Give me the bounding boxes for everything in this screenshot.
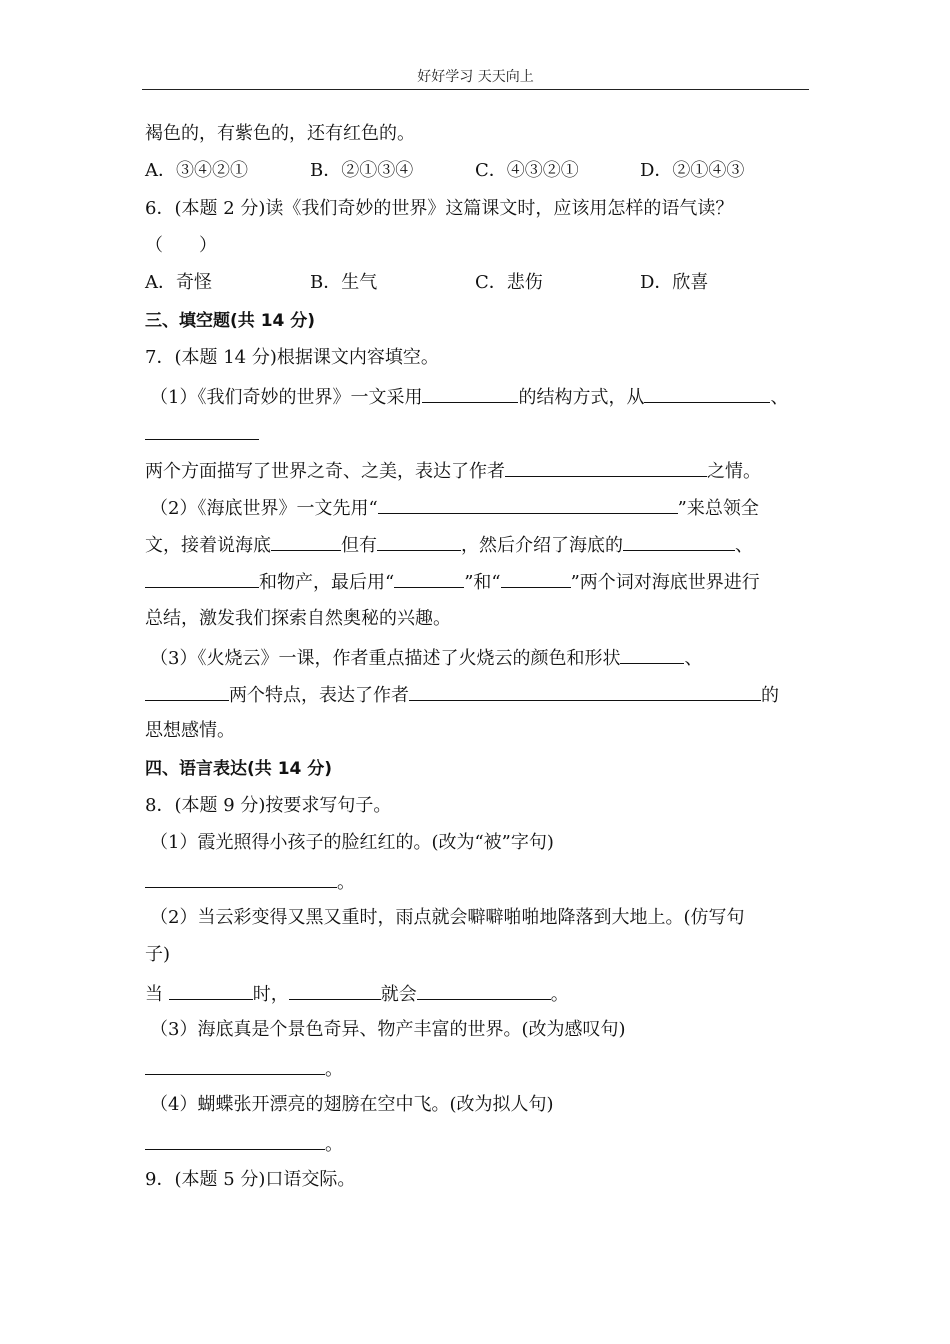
q8-sub3: （3）海底真是个景色奇异、物产丰富的世界。(改为感叹句) (150, 1019, 626, 1040)
q8-sub2-text-b: 时， (252, 984, 289, 1005)
q6-option-b: B．生气 (310, 272, 378, 293)
q9-stem: 9．(本题 5 分)口语交际。 (145, 1169, 356, 1190)
q7-part2-text-f: 、 (735, 535, 753, 556)
q7-blank-seabed-1[interactable] (271, 532, 341, 551)
q7-part2-line3 (145, 569, 760, 595)
q7-part2-line1 (150, 495, 759, 521)
q7-part2-line2 (145, 532, 753, 558)
q8-sub1: （1）霞光照得小孩子的脸红红的。(改为“被”字句) (150, 832, 554, 853)
q5-tail: 褐色的，有紫色的，还有红色的。 (145, 123, 415, 144)
q6-option-a: A．奇怪 (145, 272, 212, 293)
q7-blank-cloud-feature-2[interactable] (145, 682, 229, 701)
q5-option-b: B．②①③④ (310, 160, 414, 181)
q8-blank-2c[interactable] (417, 981, 551, 1000)
q8-sub4-end: 。 (325, 1134, 343, 1155)
q8-sub1-answer (145, 869, 355, 895)
q7-part3-line2 (145, 682, 779, 708)
q7-part2-text-d: 但有 (341, 535, 377, 556)
q7-blank-cloud-feature-1[interactable] (620, 645, 684, 664)
q7-part2-text-g: 和物产，最后用“ (259, 572, 395, 593)
q7-blank-aspect-2[interactable] (145, 421, 259, 440)
q7-blank-seabed-4[interactable] (145, 569, 259, 588)
q7-blank-seabed-2[interactable] (377, 532, 461, 551)
section-3-title: 三、填空题(共 14 分) (145, 311, 316, 331)
q7-part1-line1 (150, 384, 788, 410)
q7-part2-text-a: （2）《海底世界》一文先用“ (150, 498, 378, 519)
q7-part2-text-h: ”和“ (464, 572, 501, 593)
q7-part2-text-e: ，然后介绍了海底的 (461, 535, 623, 556)
q5-option-d: D．②①④③ (640, 160, 745, 181)
q7-blank-word-1[interactable] (394, 569, 464, 588)
q7-part3-line3: 思想感情。 (145, 720, 235, 741)
q7-part1-text-a: （1）《我们奇妙的世界》一文采用 (150, 387, 423, 408)
q7-part1-text-c: 、 (770, 387, 789, 408)
q8-sub2-answer (145, 981, 569, 1007)
q7-part2-text-i: ”两个词对海底世界进行 (570, 572, 760, 593)
q7-part1-line2 (145, 421, 259, 447)
q8-stem: 8．(本题 9 分)按要求写句子。 (145, 795, 392, 816)
q6-option-c: C．悲伤 (475, 272, 543, 293)
q8-blank-2a[interactable] (169, 981, 253, 1000)
q6-stem: 6．(本题 2 分)读《我们奇妙的世界》这篇课文时，应该用怎样的语气读？ (145, 198, 734, 219)
q8-sub2-end: 。 (550, 984, 569, 1005)
q8-blank-3[interactable] (145, 1056, 325, 1075)
q7-part3-line1 (150, 645, 702, 671)
q8-sub1-end: 。 (337, 872, 355, 893)
q8-sub3-answer (145, 1056, 343, 1082)
q7-part3-text-a: （3）《火烧云》一课，作者重点描述了火烧云的颜色和形状 (150, 648, 621, 669)
q8-blank-2b[interactable] (289, 981, 381, 1000)
q8-sub2-line1: （2）当云彩变得又黑又重时，雨点就会噼噼啪啪地降落到大地上。(仿写句 (150, 907, 745, 928)
q8-sub4: （4）蝴蝶张开漂亮的翅膀在空中飞。(改为拟人句) (150, 1094, 554, 1115)
header-divider (142, 89, 809, 90)
q7-blank-structure[interactable] (422, 384, 518, 403)
q7-blank-word-2[interactable] (501, 569, 571, 588)
q7-blank-author-thoughts[interactable] (409, 682, 761, 701)
q7-stem: 7．(本题 14 分)根据课文内容填空。 (145, 347, 439, 368)
q8-blank-1[interactable] (145, 869, 337, 888)
q7-part3-text-c: 两个特点，表达了作者 (229, 685, 409, 706)
q5-option-a: A．③④②① (145, 160, 248, 181)
q7-part1-text-d: 两个方面描写了世界之奇、之美，表达了作者 (145, 461, 505, 482)
q7-part2-text-b: ”来总领全 (677, 498, 759, 519)
q7-part1-text-b: 的结构方式，从 (518, 387, 645, 408)
q7-part3-text-b: 、 (684, 648, 703, 669)
q8-sub2-line2: 子) (145, 944, 171, 965)
q7-blank-seabed-3[interactable] (623, 532, 735, 551)
q7-part2-line4: 总结，激发我们探索自然奥秘的兴趣。 (145, 608, 451, 629)
section-4-title: 四、语言表达(共 14 分) (145, 759, 333, 779)
q7-blank-summary-sentence[interactable] (378, 495, 678, 514)
q7-part3-text-d: 的 (761, 685, 779, 706)
q8-sub4-answer (145, 1131, 343, 1157)
page-header: 好好学习 天天向上 (417, 69, 534, 85)
q8-blank-4[interactable] (145, 1131, 325, 1150)
q6-option-d: D．欣喜 (640, 272, 709, 293)
q7-blank-author-feeling[interactable] (505, 458, 707, 477)
q6-answer-paren: （ ） (145, 235, 217, 256)
q7-blank-aspect-1[interactable] (644, 384, 770, 403)
q8-sub2-text-a: 当 (145, 984, 169, 1005)
q8-sub2-text-c: 就会 (380, 984, 417, 1005)
q7-part1-text-e: 之情。 (707, 461, 761, 482)
q7-part1-line3 (145, 458, 761, 484)
q8-sub3-end: 。 (325, 1059, 343, 1080)
q5-option-c: C．④③②① (475, 160, 579, 181)
q7-part2-text-c: 文，接着说海底 (145, 535, 271, 556)
